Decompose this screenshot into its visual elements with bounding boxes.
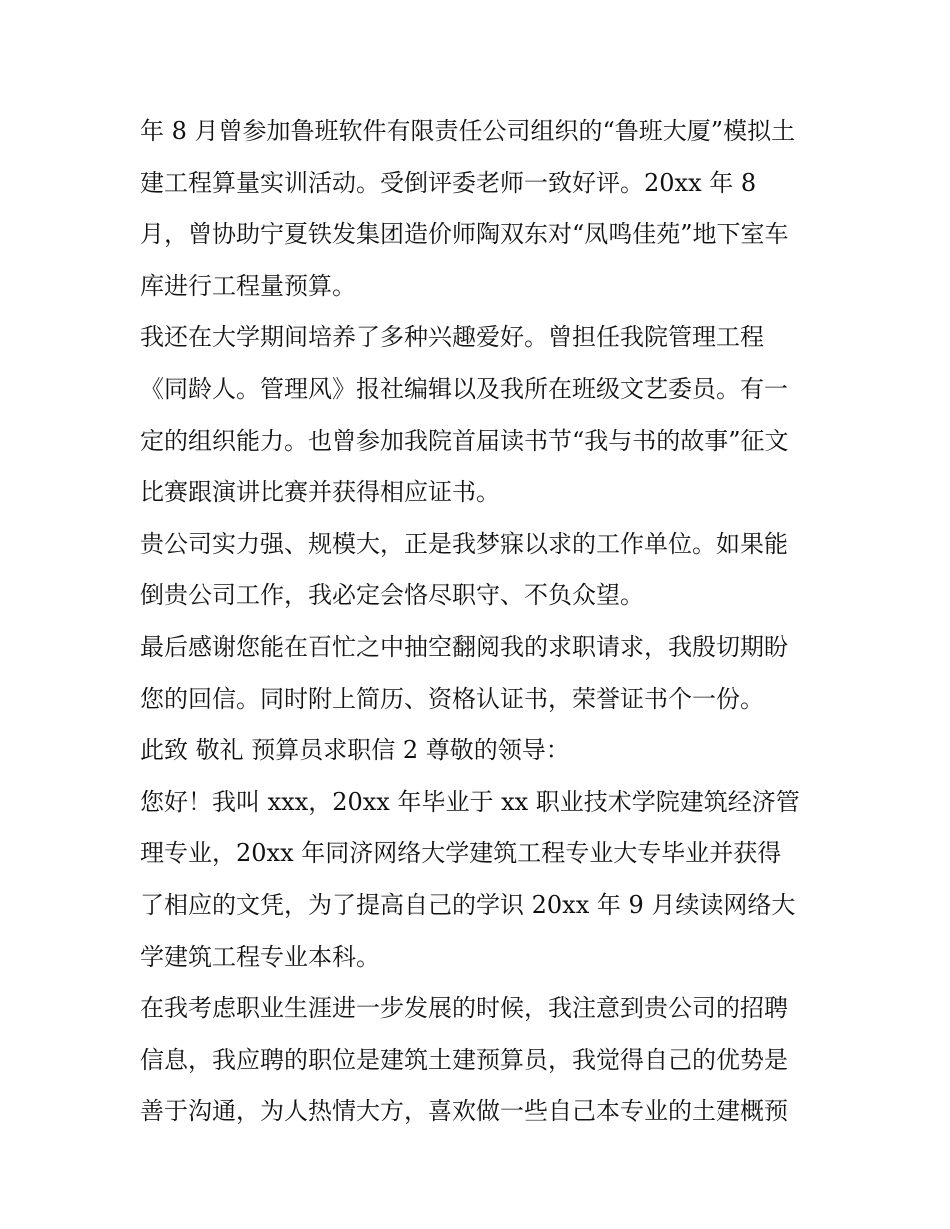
- text-line: 《同龄人。管理风》报社编辑以及我所在班级文艺委员。有一: [140, 374, 788, 403]
- document-body: [140, 106, 830, 1138]
- text-line: 您的回信。同时附上简历、资格认证书，荣誉证书个一份。: [140, 684, 764, 713]
- text-line: 学建筑工程专业本科。: [140, 942, 380, 971]
- text-line: 此致 敬礼 预算员求职信 2 尊敬的领导：: [140, 736, 570, 765]
- text-line: 您好！我叫 xxx，20xx 年毕业于 xx 职业技术学院建筑经济管: [140, 787, 800, 816]
- text-line: 贵公司实力强、规模大，正是我梦寐以求的工作单位。如果能: [140, 529, 788, 558]
- text-line: 我还在大学期间培养了多种兴趣爱好。曾担任我院管理工程: [140, 323, 764, 352]
- text-line: 建工程算量实训活动。受倒评委老师一致好评。20xx 年 8: [140, 168, 757, 197]
- text-line: 善于沟通，为人热情大方，喜欢做一些自己本专业的土建概预: [140, 1097, 788, 1126]
- text-line: 最后感谢您能在百忙之中抽空翻阅我的求职请求，我殷切期盼: [140, 632, 788, 661]
- text-line: 理专业，20xx 年同济网络大学建筑工程专业大专毕业并获得: [140, 839, 782, 868]
- text-line: 比赛跟演讲比赛并获得相应证书。: [140, 478, 500, 507]
- text-line: 定的组织能力。也曾参加我院首届读书节“我与书的故事”征文: [140, 426, 789, 455]
- text-line: 信息，我应聘的职位是建筑土建预算员，我觉得自己的优势是: [140, 1045, 788, 1074]
- text-line: 在我考虑职业生涯进一步发展的时候，我注意到贵公司的招聘: [140, 994, 788, 1023]
- text-line: 倒贵公司工作，我必定会恪尽职守、不负众望。: [140, 581, 644, 610]
- text-line: 月，曾协助宁夏铁发集团造价师陶双东对“凤鸣佳苑”地下室车: [140, 220, 789, 249]
- text-line: 库进行工程量预算。: [140, 271, 356, 300]
- text-line: 了相应的文凭，为了提高自己的学识 20xx 年 9 月续读网络大: [140, 890, 796, 919]
- text-line: 年 8 月曾参加鲁班软件有限责任公司组织的“鲁班大厦”模拟土: [140, 117, 796, 145]
